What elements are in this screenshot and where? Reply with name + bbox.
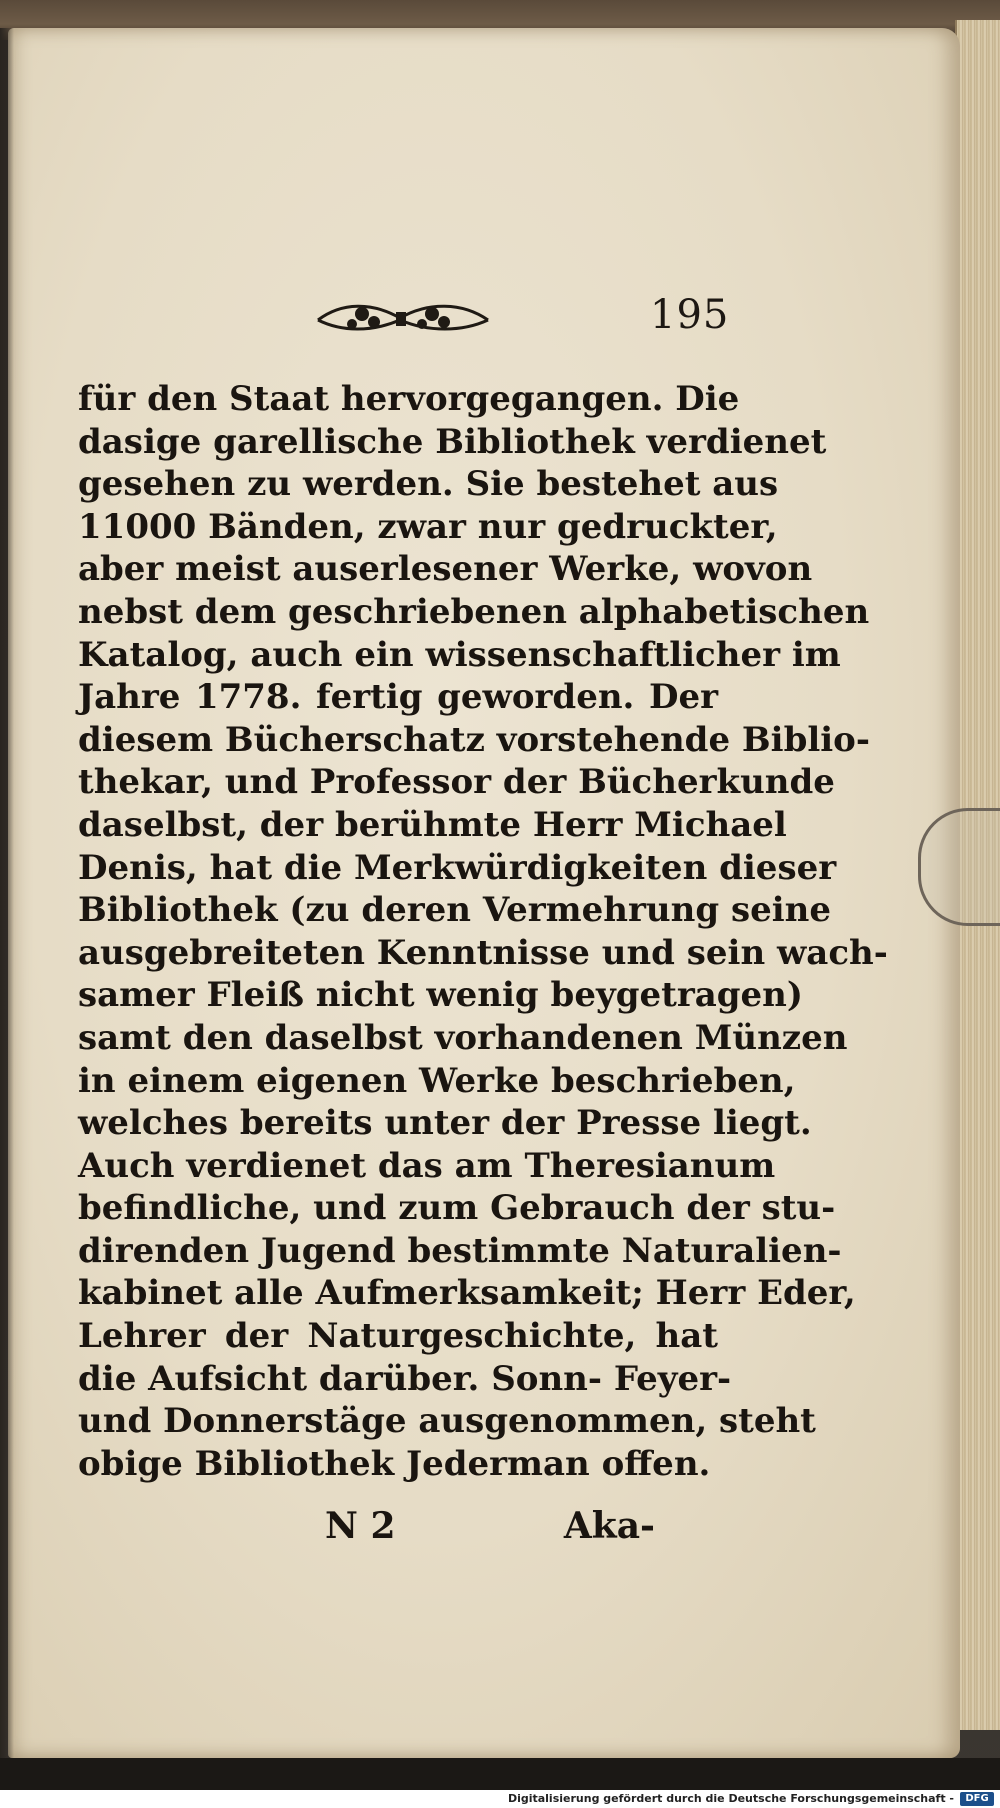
page-number: 195 (650, 292, 730, 338)
page-footer (325, 1505, 655, 1555)
floral-headpiece-icon (312, 292, 494, 342)
text-line: ausgebreiteten Kenntnisse und sein wach- (78, 932, 888, 973)
text-line: welches bereits unter der Presse liegt. (78, 1103, 812, 1144)
text-line: Jahre 1778. fertig geworden. Der (78, 677, 718, 718)
text-line: gesehen zu werden. Sie bestehet aus (78, 464, 779, 505)
body-text (78, 378, 888, 1485)
text-line: daselbst, der berühmte Herr Michael (78, 804, 787, 845)
text-line: Bibliothek (zu deren Vermehrung seine (78, 890, 831, 931)
text-line: Katalog, auch ein wissenschaftlicher im (78, 634, 841, 675)
credit-text: Digitalisierung gefördert durch die Deutsche Forschungsgemeinschaft - (507, 1792, 954, 1805)
catchword: Aka- (563, 1505, 655, 1547)
credit-bar (0, 1790, 1000, 1808)
text-line: thekar, und Professor der Bücherkunde (78, 762, 835, 803)
text-line: Auch verdienet das am Theresianum (78, 1145, 776, 1186)
signature-mark: N 2 (325, 1505, 396, 1547)
text-line: die Aufsicht darüber. Sonn- Feyer- (78, 1358, 732, 1399)
text-line: Denis, hat die Merkwürdigkeiten dieser (78, 847, 837, 888)
text-line: samer Fleiß nicht wenig beygetragen) (78, 975, 803, 1016)
text-line: samt den daselbst vorhandenen Münzen (78, 1017, 848, 1058)
text-line: in einem eigenen Werke beschrieben, (78, 1060, 796, 1101)
text-line: aber meist auserlesener Werke, wovon (78, 549, 813, 590)
page-clip-icon (918, 808, 1000, 926)
text-line: befindliche, und zum Gebrauch der stu- (78, 1188, 836, 1229)
text-line: für den Staat hervorgegangen. Die (78, 379, 740, 419)
text-line: und Donnerstäge ausgenommen, steht (78, 1401, 816, 1442)
text-line: kabinet alle Aufmerksamkeit; Herr Eder, (78, 1273, 856, 1314)
dfg-logo-icon: DFG (960, 1792, 994, 1806)
text-line: obige Bibliothek Jederman offen. (78, 1443, 711, 1484)
scan-bottom-band (0, 1758, 1000, 1790)
gutter-shadow (0, 28, 14, 1758)
text-line: nebst dem geschriebenen alphabetischen (78, 591, 870, 632)
text-line: diesem Bücherschatz vorstehende Biblio- (78, 719, 870, 760)
text-line: Lehrer der Naturgeschichte, hat (78, 1316, 718, 1357)
text-line: direnden Jugend bestimmte Naturalien- (78, 1230, 842, 1271)
text-line: dasige garellische Bibliothek verdienet (78, 421, 827, 462)
text-line: 11000 Bänden, zwar nur gedruckter, (78, 506, 778, 547)
